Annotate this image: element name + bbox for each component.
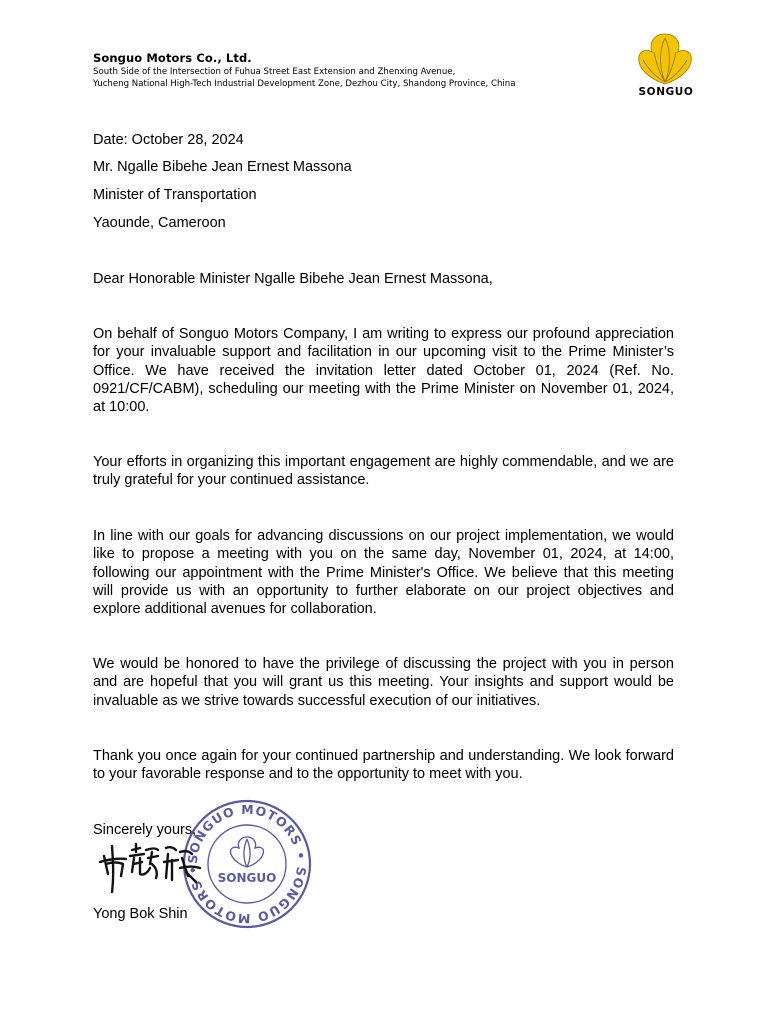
letter-date: Date: October 28, 2024 [93,132,244,148]
closing: Sincerely yours, [93,822,197,838]
body-paragraph: In line with our goals for advancing discussions on our project implementation, we would like to propose a meeting with you on the same day, November 01, 2024, at 14:00, following our appointment with the Prime Minister's Office. We believe that this meeting will provide us with an opportunity to further elaborate on our project objectives and explore additional avenues for collaboration. [93,528,674,618]
body-paragraph: Thank you once again for your continued partnership and understanding. We look forward to your favorable response and to the opportunity to meet with you. [93,748,674,783]
stamp-shell-icon [231,837,264,867]
address-line-1: South Side of the Intersection of Fuhua Street East Extension and Zhenxing Avenue, [93,67,456,77]
body-paragraph: On behalf of Songuo Motors Company, I am writing to express our profound appreciation for your invaluable support and facilitation in our upcoming visit to the Prime Minister’s Office. We have received the invitation letter dated October 01, 2024 (Ref. No. 0921/CF/CABM), scheduling our meeting with the Prime Minister on November 01, 2024, at 10:00. [93,326,674,416]
signatory-name: Yong Bok Shin [93,906,188,922]
logo-wordmark: SONGUO [638,86,694,98]
recipient-location: Yaounde, Cameroon [93,215,226,231]
salutation: Dear Honorable Minister Ngalle Bibehe Jean Ernest Massona, [93,271,493,287]
stamp-center-text: SONGUO [217,871,277,885]
stamp-ring-text: SONGUO MOTORS • SONGUO MOTORS • [184,801,310,927]
recipient-name: Mr. Ngalle Bibehe Jean Ernest Massona [93,159,352,175]
signature-icon [96,842,216,894]
address-line-2: Yucheng National High-Tech Industrial Development Zone, Dezhou City, Shandong Province, China [93,79,516,89]
body-paragraph: Your efforts in organizing this important engagement are highly commendable, and we are truly grateful for your continued assistance. [93,454,674,489]
company-address [93,66,633,90]
company-name: Songuo Motors Co., Ltd. [93,51,252,65]
body-paragraph: We would be honored to have the privilege of discussing the project with you in person and are hopeful that you will grant us this meeting. Your insights and support would be invaluable as we strive towards successful execution of our initiatives. [93,656,674,709]
recipient-title: Minister of Transportation [93,187,257,203]
